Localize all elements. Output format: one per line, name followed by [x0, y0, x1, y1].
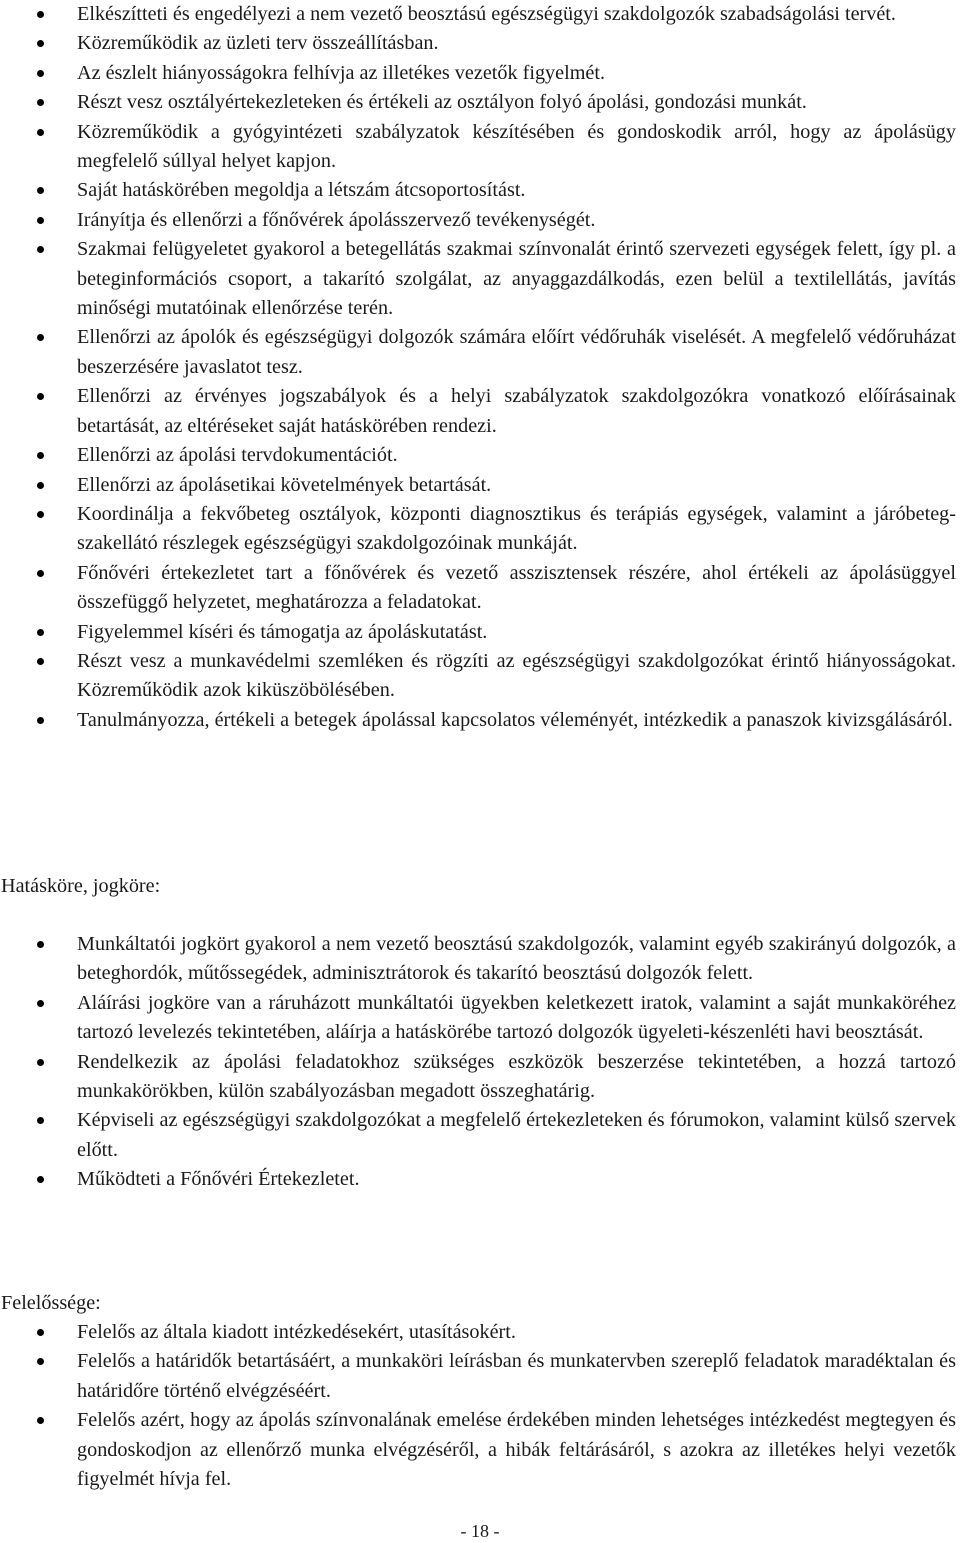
list-item: Szakmai felügyeletet gyakorol a betegellátás szakmai színvonalát érintő szervezeti egységek felett, így pl. a beteginformációs csoport, a takarító szolgálat, az anyaggazdálkodás, ezen belül a textilellátás, javítás minőségi mutatóinak ellenőrzése terén. [0, 235, 960, 323]
list-item: Felelős azért, hogy az ápolás színvonalának emelése érdekében minden lehetséges intézkedést megtegyen és gondoskodjon az ellenőrző munka elvégzéséről, a hibák feltárásáról, s azokra az illetékes helyi vezetők figyelmét hívja fel. [0, 1406, 960, 1494]
list-item: Tanulmányozza, értékeli a betegek ápolással kapcsolatos véleményét, intézkedik a panaszok kivizsgálásáról. [0, 706, 960, 735]
list-item: Ellenőrzi az ápolási tervdokumentációt. [0, 441, 960, 470]
list-item: Saját hatáskörében megoldja a létszám átcsoportosítást. [0, 176, 960, 205]
list-item: Képviseli az egészségügyi szakdolgozókat a megfelelő értekezleteken és fórumokon, valamint külső szervek előtt. [0, 1106, 960, 1165]
list-item: Figyelemmel kíséri és támogatja az ápoláskutatást. [0, 618, 960, 647]
list-item: Elkészítteti és engedélyezi a nem vezető beosztású egészségügyi szakdolgozók szabadságolási tervét. [0, 0, 960, 29]
list-item: Ellenőrzi az ápolásetikai követelmények betartását. [0, 471, 960, 500]
task-list [0, 0, 960, 735]
list-item: Részt vesz a munkavédelmi szemléken és rögzíti az egészségügyi szakdolgozókat érintő hiányosságokat. Közreműködik azok kiküszöbölésében. [0, 647, 960, 706]
responsibility-list [0, 1318, 960, 1494]
list-item: Közreműködik a gyógyintézeti szabályzatok készítésében és gondoskodik arról, hogy az ápolásügy megfelelő súllyal helyet kapjon. [0, 118, 960, 177]
list-item: Főnővéri értekezletet tart a főnővérek és vezető asszisztensek részére, ahol értékeli az ápolásüggyel összefüggő helyzetet, meghatározza a feladatokat. [0, 559, 960, 618]
list-item: Felelős a határidők betartásáért, a munkaköri leírásban és munkatervben szereplő feladatok maradéktalan és határidőre történő elvégzéséért. [0, 1347, 960, 1406]
list-item: Az észlelt hiányosságokra felhívja az illetékes vezetők figyelmét. [0, 59, 960, 88]
section-heading-responsibility: Felelőssége: [1, 1292, 101, 1314]
list-item: Részt vesz osztályértekezleteken és értékeli az osztályon folyó ápolási, gondozási munkát. [0, 88, 960, 117]
list-item: Ellenőrzi az érvényes jogszabályok és a helyi szabályzatok szakdolgozókra vonatkozó előírásainak betartását, az eltéréseket saját hatáskörében rendezi. [0, 382, 960, 441]
section-heading-authority: Hatásköre, jogköre: [1, 875, 161, 897]
list-item: Irányítja és ellenőrzi a főnővérek ápolásszervező tevékenységét. [0, 206, 960, 235]
authority-list [0, 930, 960, 1195]
list-item: Rendelkezik az ápolási feladatokhoz szükséges eszközök beszerzése tekintetében, a hozzá tartozó munkakörökben, külön szabályozásban megadott összeghatárig. [0, 1048, 960, 1107]
list-item: Munkáltatói jogkört gyakorol a nem vezető beosztású szakdolgozók, valamint egyéb szakirányú dolgozók, a beteghordók, műtőssegédek, adminisztrátorok és takarító beosztású dolgozók felett. [0, 930, 960, 989]
list-item: Felelős az általa kiadott intézkedésekért, utasításokért. [0, 1318, 960, 1347]
list-item: Koordinálja a fekvőbeteg osztályok, központi diagnosztikus és terápiás egységek, valamint a járóbeteg-szakellátó részlegek egészségügyi szakdolgozóinak munkáját. [0, 500, 960, 559]
list-item: Közreműködik az üzleti terv összeállításban. [0, 29, 960, 58]
page-number: - 18 - [460, 1521, 500, 1541]
list-item: Aláírási jogköre van a ráruházott munkáltatói ügyekben keletkezett iratok, valamint a saját munkaköréhez tartozó levelezés tekintetében, aláírja a hatáskörébe tartozó dolgozók ügyeleti-készenléti havi beosztását. [0, 989, 960, 1048]
list-item: Működteti a Főnővéri Értekezletet. [0, 1165, 960, 1194]
list-item: Ellenőrzi az ápolók és egészségügyi dolgozók számára előírt védőruhák viselését. A megfelelő védőruházat beszerzésére javaslatot tesz. [0, 323, 960, 382]
